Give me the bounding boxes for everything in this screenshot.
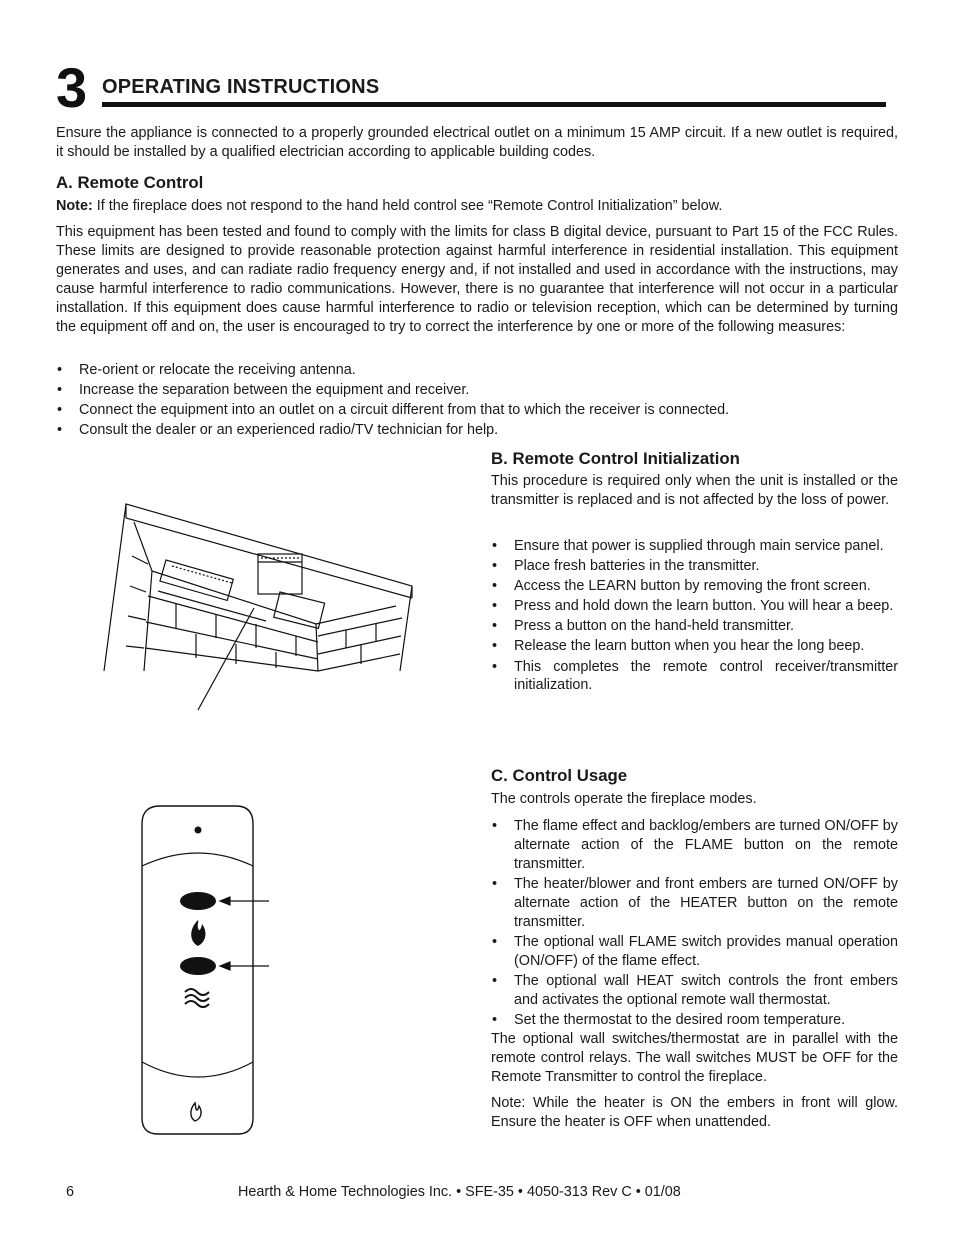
section-rule: [102, 102, 886, 107]
list-item: • The optional wall HEAT switch controls the front embers and activates the optional remote wall thermostat.: [491, 972, 898, 1010]
list-item: • Ensure that power is supplied through main service panel.: [491, 537, 898, 556]
initialization-heading: B. Remote Control Initialization: [491, 449, 740, 468]
note-label: Note:: [56, 198, 93, 214]
section-header: [56, 56, 886, 119]
note-text: If the fireplace does not respond to the hand held control see “Remote Control Initialization” below.: [92, 198, 723, 214]
control-usage-list: [491, 817, 898, 1031]
section-title: OPERATING INSTRUCTIONS: [102, 76, 380, 98]
intro-paragraph: Ensure the appliance is connected to a properly grounded electrical outlet on a minimum 15 AMP circuit. If a new outlet is required, it should be installed by a qualified electrician according to applicable building codes.: [56, 125, 898, 160]
list-item: • Press and hold down the learn button. You will hear a beep.: [491, 597, 898, 616]
control-usage-heading: C. Control Usage: [491, 766, 628, 785]
list-item: • The heater/blower and front embers are turned ON/OFF by alternate action of the HEATER button on the remote transmitter.: [491, 875, 898, 932]
list-item: • Release the learn button when you hear the long beep.: [491, 637, 898, 656]
list-item: • The optional wall FLAME switch provides manual operation (ON/OFF) of the flame effect.: [491, 933, 898, 971]
page-number: 6: [66, 1184, 75, 1200]
control-usage-intro: The controls operate the fireplace modes.: [491, 791, 757, 807]
parallel-note: The optional wall switches/thermostat are in parallel with the remote control relays. The wall switches MUST be OFF for the Remote Transmitter to control the fireplace.: [491, 1031, 898, 1085]
remote-control-heading: A. Remote Control: [56, 173, 204, 192]
list-item: • Connect the equipment into an outlet on a circuit different from that to which the receiver is connected.: [56, 401, 898, 420]
list-item: • Re-orient or relocate the receiving antenna.: [56, 361, 898, 380]
initialization-steps: [491, 537, 898, 697]
fireplace-receiver-illustration: [96, 496, 426, 716]
remote-control-note: [56, 197, 898, 216]
list-item: • This completes the remote control receiver/transmitter initialization.: [491, 658, 898, 696]
list-item: • Place fresh batteries in the transmitter.: [491, 557, 898, 576]
heater-note: Note: While the heater is ON the embers in front will glow. Ensure the heater is OFF when unattended.: [491, 1095, 898, 1130]
list-item: • Access the LEARN button by removing the front screen.: [491, 577, 898, 596]
remote-transmitter-illustration: [138, 800, 273, 1140]
footer-publication: Hearth & Home Technologies Inc. • SFE-35 • 4050-313 Rev C • 01/08: [238, 1184, 681, 1200]
fcc-paragraph: This equipment has been tested and found to comply with the limits for class B digital device, pursuant to Part 15 of the FCC Rules. These limits are designed to provide reasonable protection against harmful interference in residential installation. This equipment generates and uses, and can radiate radio frequency energy and, if not installed and used in accordance with the instructions, may cause harmful interference to radio communications. However, there is no guarantee that interference will not occur in a particular installation. If this equipment does cause harmful interference to radio or television reception, which can be determined by turning the equipment off and on, the user is encouraged to try to correct the interference by one or more of the following measures:: [56, 224, 898, 335]
section-number: 3: [56, 56, 88, 119]
initialization-intro: This procedure is required only when the unit is installed or the transmitter is replaced and is not affected by the loss of power.: [491, 473, 898, 508]
list-item: • Consult the dealer or an experienced radio/TV technician for help.: [56, 421, 898, 440]
list-item: • Increase the separation between the equipment and receiver.: [56, 381, 898, 400]
list-item: • Set the thermostat to the desired room temperature.: [491, 1011, 898, 1030]
fcc-measures-list: [56, 361, 898, 441]
flame-button[interactable]: [180, 892, 216, 910]
list-item: • The flame effect and backlog/embers are turned ON/OFF by alternate action of the FLAME button on the remote transmitter.: [491, 817, 898, 874]
indicator-light-icon: [195, 827, 202, 834]
list-item: • Press a button on the hand-held transmitter.: [491, 617, 898, 636]
heater-button[interactable]: [180, 957, 216, 975]
